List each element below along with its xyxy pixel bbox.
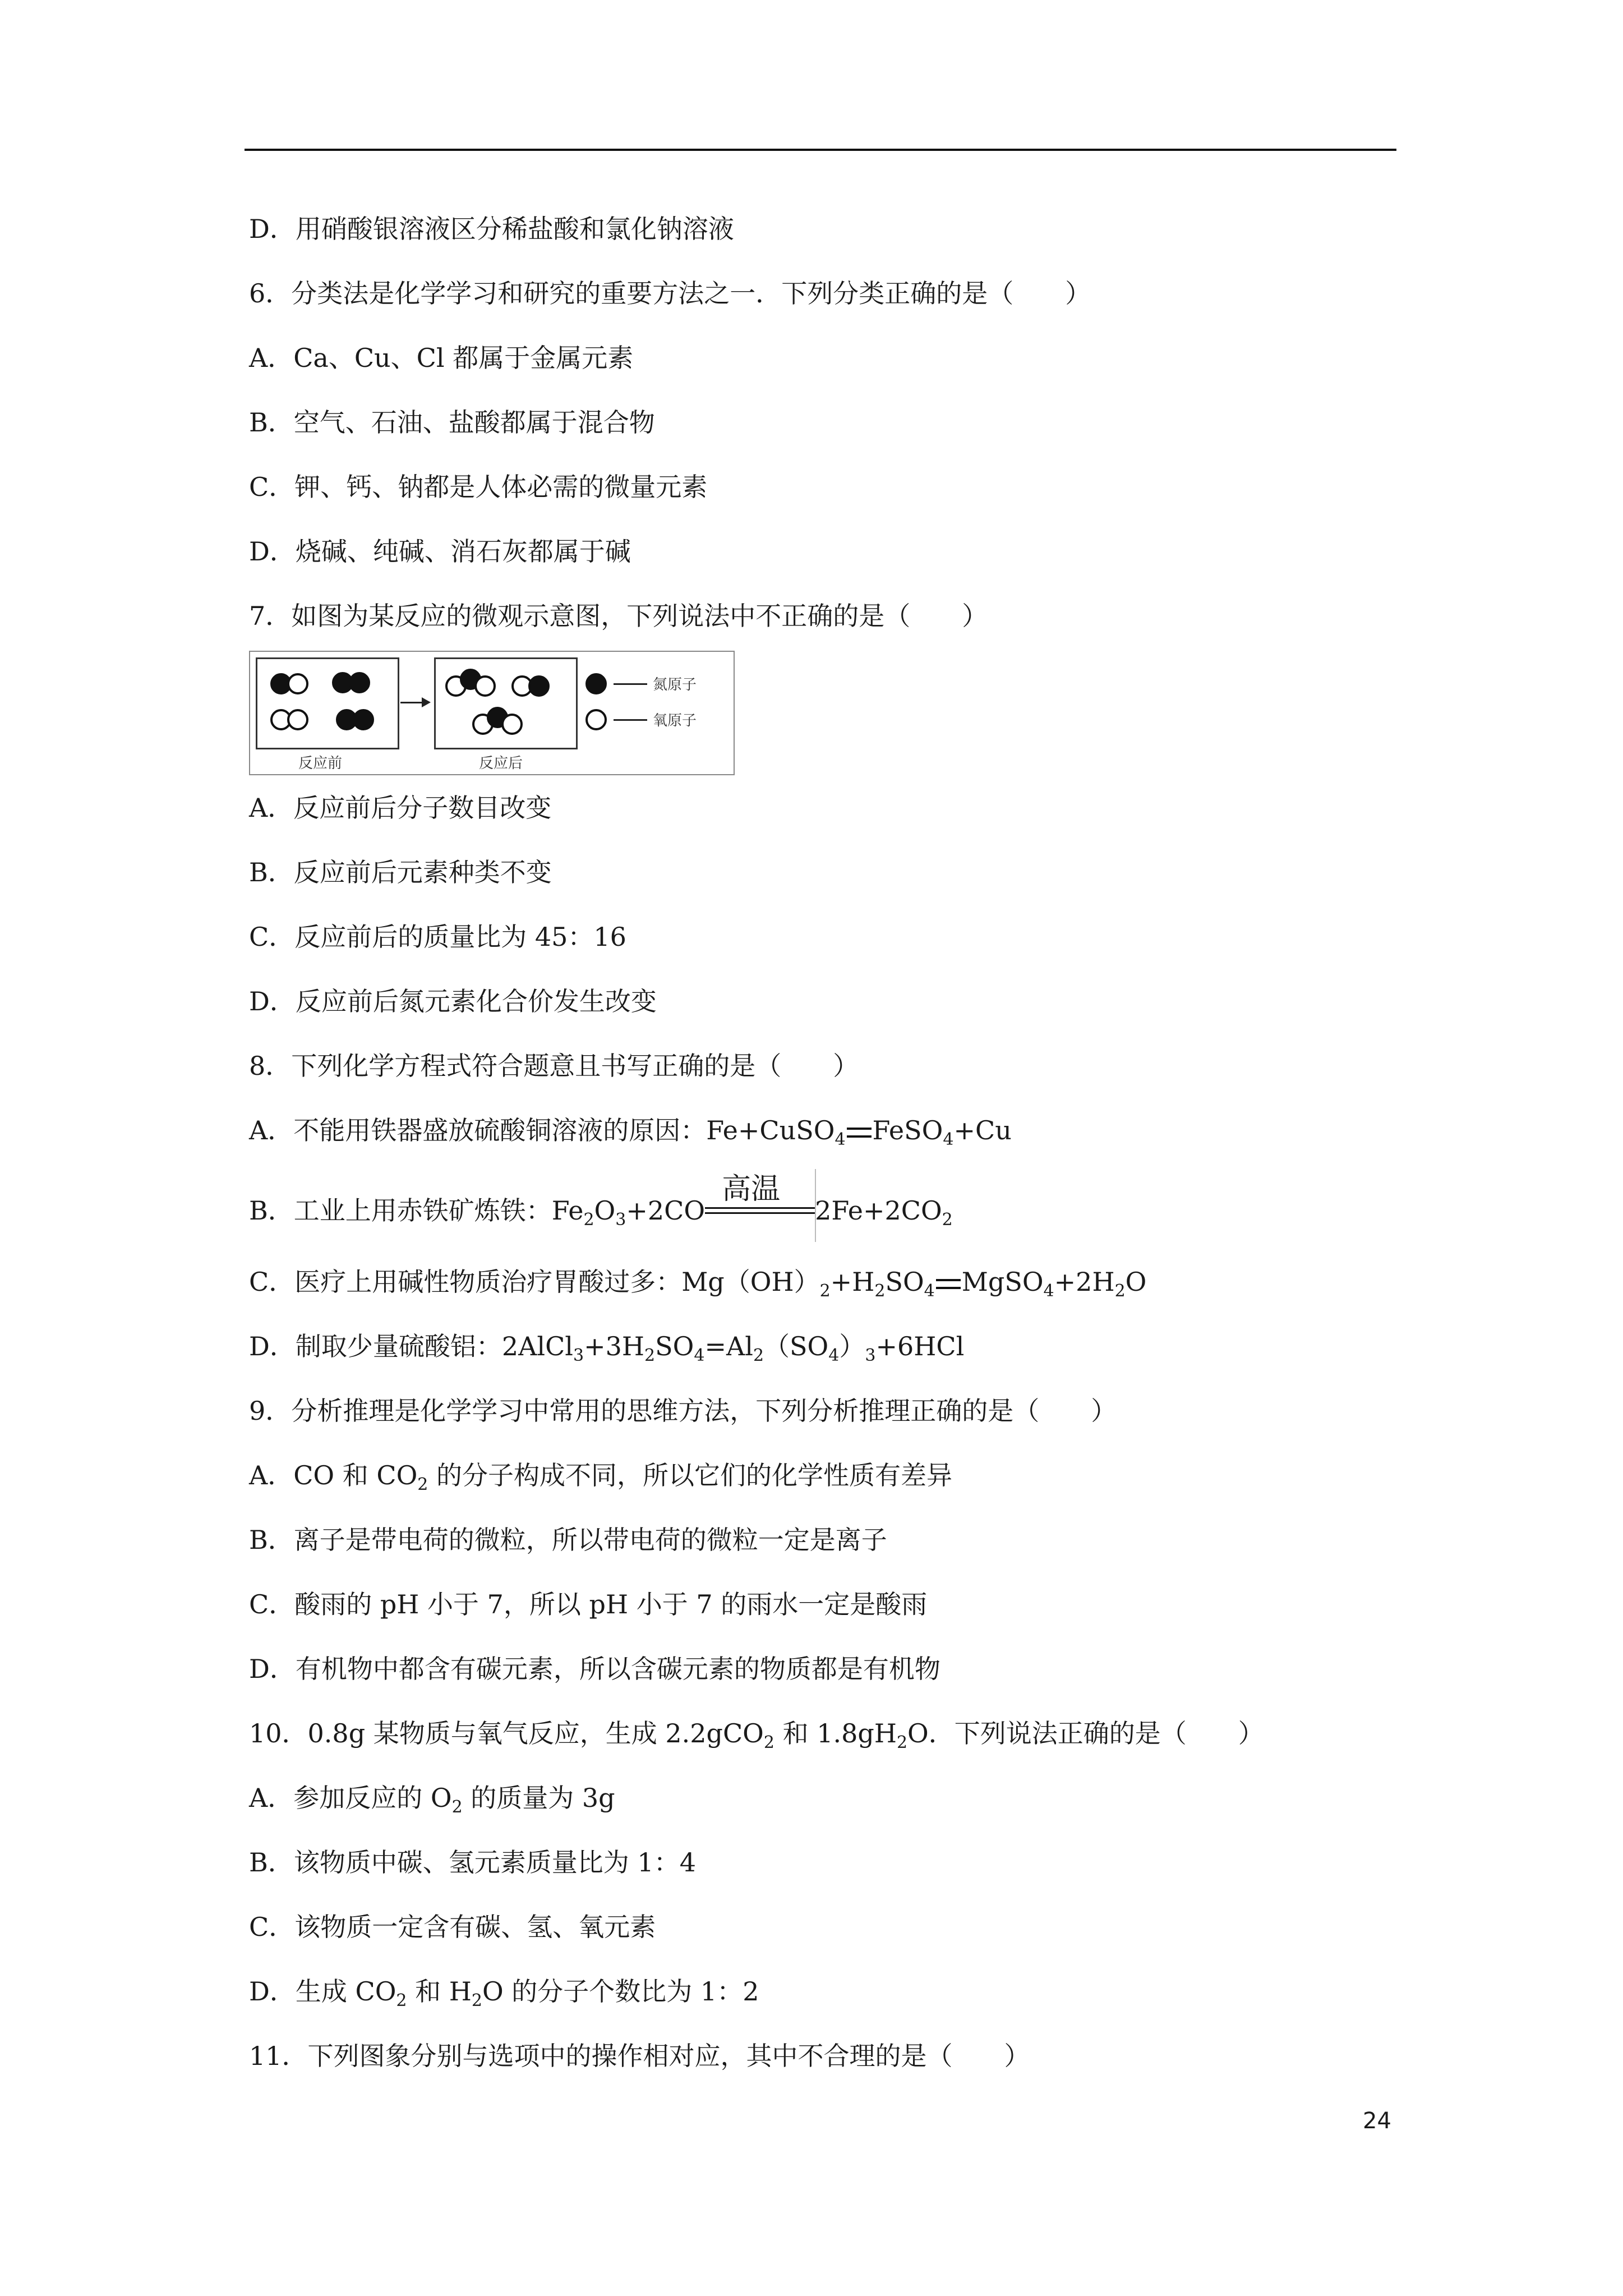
subscript: 3 [865,1346,876,1365]
question-11: 11．下列图象分别与选项中的操作相对应，其中不合理的是（ ） [249,2041,1030,2071]
subscript: 4 [694,1346,705,1365]
text: +H [830,1267,875,1297]
text: D．生成 CO [249,1976,396,2007]
text: O．下列说法正确的是（ ） [907,1718,1264,1749]
question-8: 8．下列化学方程式符合题意且书写正确的是（ ） [249,1051,859,1081]
option-9a [249,1458,952,1492]
option-9c: C．酸雨的 pH 小于 7，所以 pH 小于 7 的雨水一定是酸雨 [249,1589,928,1619]
subscript: 2 [451,1797,463,1817]
subscript: 3 [615,1210,626,1230]
option-7a: A．反应前后分子数目改变 [249,793,552,823]
text: FeSO [872,1115,943,1145]
legend-line [614,719,647,721]
text: 2Fe+2CO [815,1195,942,1226]
subscript: 2 [1114,1281,1126,1301]
subscript: 4 [828,1346,840,1365]
subscript: 4 [943,1130,954,1149]
equals-bar [705,1212,815,1214]
option-7c: C．反应前后的质量比为 45：16 [249,922,626,952]
subscript: 2 [763,1733,774,1752]
question-10 [249,1717,1264,1750]
text: A．不能用铁器盛放硫酸铜溶液的原因：Fe+CuSO [249,1115,835,1145]
option-6b: B．空气、石油、盐酸都属于混合物 [249,407,655,438]
text: =Al [704,1331,753,1361]
legend-nitrogen-icon [585,673,607,694]
option-10b: B．该物质中碳、氢元素质量比为 1：4 [249,1847,696,1878]
subscript: 4 [924,1281,935,1301]
text: O [1125,1267,1147,1297]
text: O [594,1195,616,1226]
subscript: 3 [573,1346,584,1365]
text: D．制取少量硫酸铝：2AlCl [249,1331,573,1361]
oxygen-atom [287,673,308,694]
option-10d [249,1975,759,2008]
text: A．CO 和 CO [249,1460,418,1490]
text: +6HCl [875,1331,965,1361]
subscript: 2 [583,1210,594,1230]
condition-frame [815,1169,816,1242]
nitrogen-atom [528,675,550,697]
question-7: 7．如图为某反应的微观示意图，下列说法中不正确的是（ ） [249,601,988,631]
subscript: 2 [896,1733,908,1752]
subscript: 2 [396,1991,407,2010]
text: +2CO [626,1195,706,1226]
subscript: 2 [417,1475,428,1494]
text: 的质量为 3g [462,1783,615,1813]
option-6c: C．钾、钙、钠都是人体必需的微量元素 [249,472,708,502]
option-8c [249,1265,1146,1299]
option-5d: D．用硝酸银溶液区分稀盐酸和氯化钠溶液 [249,214,734,244]
subscript: 2 [644,1346,656,1365]
question-6: 6．分类法是化学学习和研究的重要方法之一．下列分类正确的是（ ） [249,278,1091,309]
equals-sign [936,1279,961,1289]
subscript: 2 [819,1281,831,1301]
option-6a: A．Ca、Cu、Cl 都属于金属元素 [249,343,634,373]
option-7d: D．反应前后氮元素化合价发生改变 [249,986,657,1016]
text: （SO [764,1331,829,1361]
text: +2H [1054,1267,1115,1297]
legend-line [614,683,647,685]
subscript: 2 [471,1991,482,2010]
before-box [256,657,399,749]
option-8d [249,1329,964,1363]
legend-oxygen-icon [585,709,607,730]
legend-nitrogen-label: 氮原子 [653,677,697,693]
label-before: 反应前 [298,755,343,772]
option-6d: D．烧碱、纯碱、消石灰都属于碱 [249,536,631,567]
option-7b: B．反应前后元素种类不变 [249,857,552,887]
option-10a [249,1781,615,1815]
legend-oxygen-label: 氧原子 [653,712,697,729]
text: ） [839,1331,865,1361]
arrow-head-icon [422,697,431,707]
option-8b [249,1172,953,1230]
text: +Cu [953,1115,1012,1145]
subscript: 2 [753,1346,764,1365]
text: B．工业上用赤铁矿炼铁：Fe [249,1195,584,1226]
question-9: 9．分析推理是化学学习中常用的思维方法，下列分析推理正确的是（ ） [249,1396,1117,1426]
text: A．参加反应的 O [249,1783,452,1813]
text: 和 H [407,1976,472,2007]
text: 的分子构成不同，所以它们的化学性质有差异 [428,1460,952,1490]
text: C．医疗上用碱性物质治疗胃酸过多：Mg（OH） [249,1267,820,1297]
text: MgSO [961,1267,1044,1297]
subscript: 4 [1043,1281,1054,1301]
oxygen-atom [287,709,308,730]
option-9b: B．离子是带电荷的微粒，所以带电荷的微粒一定是离子 [249,1525,887,1555]
subscript: 4 [834,1130,846,1149]
nitrogen-atom [349,672,370,693]
equals-sign [847,1128,872,1138]
option-9d: D．有机物中都含有碳元素，所以含碳元素的物质都是有机物 [249,1654,940,1684]
reaction-arrow [400,702,423,703]
after-box [434,657,578,749]
label-after: 反应后 [479,755,523,772]
header-rule [245,149,1396,151]
reaction-diagram [249,651,737,777]
text: +3H [584,1331,645,1361]
text: SO [885,1267,924,1297]
oxygen-atom [501,714,523,735]
option-10c: C．该物质一定含有碳、氢、氧元素 [249,1912,656,1942]
option-8a [249,1114,1012,1147]
text: O 的分子个数比为 1：2 [482,1976,759,2007]
subscript: 2 [942,1210,953,1230]
subscript: 2 [874,1281,886,1301]
oxygen-atom [474,675,496,697]
condition-label: 高温 [722,1172,781,1206]
text: 和 1.8gH [774,1718,897,1749]
text: 10．0.8g 某物质与氧气反应，生成 2.2gCO [249,1718,764,1749]
nitrogen-atom [353,709,374,730]
reaction-condition [705,1172,815,1227]
equals-bar [705,1207,815,1209]
text: SO [655,1331,694,1361]
page-number: 24 [1363,2108,1391,2134]
